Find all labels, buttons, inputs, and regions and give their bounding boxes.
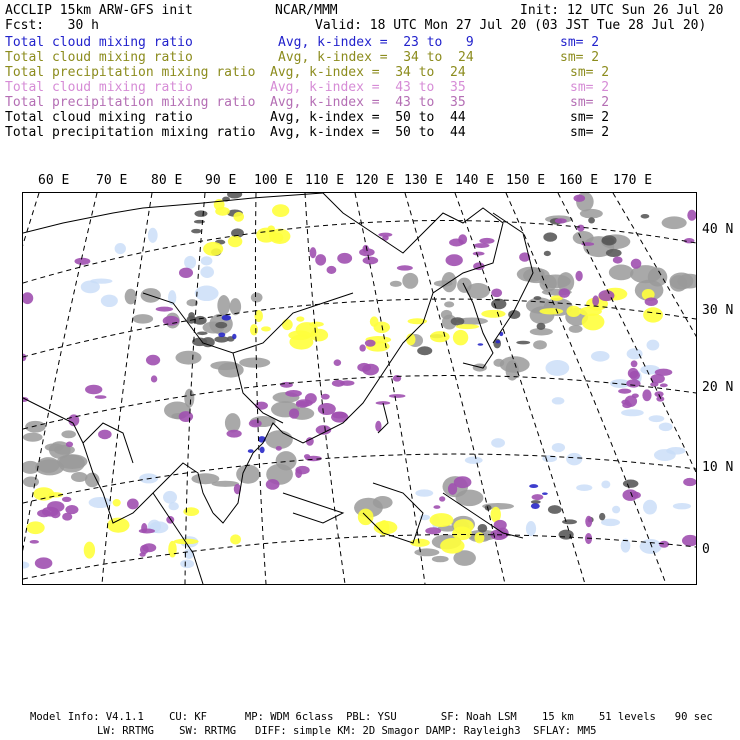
light-blue-cloud [621,409,644,416]
gray-cloud [230,298,241,315]
purple-cloud [321,394,330,400]
yellow-cloud [643,307,663,322]
legend-row [5,50,735,65]
gray-cloud [580,209,603,219]
yellow-cloud [272,204,289,217]
light-blue-cloud [576,484,592,491]
purple-cloud [332,411,347,418]
purple-cloud [85,385,102,395]
gray-cloud [23,476,39,487]
field-level-range: Avg, k-index = 50 to 44 [270,110,466,125]
gray-cloud [191,473,219,484]
light-blue-cloud [168,502,178,510]
gray-cloud [251,293,263,303]
light-blue-cloud [666,447,685,455]
dark-gray-cloud [451,317,465,325]
latitude-line [23,535,696,579]
yellow-cloud [84,542,95,559]
gray-cloud [85,473,100,488]
gray-cloud [569,325,583,333]
dark-gray-cloud [227,192,242,199]
purple-cloud [473,243,489,248]
yellow-cloud [566,306,580,317]
dark-gray-cloud [531,500,541,504]
dark-gray-cloud [194,210,207,217]
legend-row [5,110,735,125]
yellow-cloud [183,507,199,516]
coastline [83,423,133,463]
field-smoothing: sm= 2 [570,95,610,110]
light-blue-cloud [201,256,213,265]
blue-cloud [478,343,484,346]
purple-cloud [362,364,379,376]
blue-cloud [232,334,236,339]
purple-cloud [622,489,638,501]
purple-cloud [559,288,570,298]
field-level-range: Avg, k-index = 43 to 35 [270,80,466,95]
longitude-label: 80 E [151,173,183,188]
purple-cloud [532,494,544,500]
dark-gray-cloud [215,322,227,328]
purple-cloud [574,195,586,202]
yellow-cloud [452,527,472,541]
yellow-cloud [233,212,244,222]
gray-cloud [402,273,418,289]
purple-cloud [660,383,668,387]
yellow-cloud [26,521,44,534]
purple-cloud [363,257,379,265]
purple-cloud [156,307,173,312]
light-blue-cloud [552,397,565,404]
blue-cloud [529,484,538,488]
purple-cloud [30,540,39,544]
gray-cloud [23,433,43,442]
field-smoothing: sm= 2 [560,50,600,65]
gray-cloud [533,340,547,349]
purple-cloud [22,354,26,362]
purple-cloud [446,254,463,266]
field-name: Total cloud mixing ratio [5,80,193,95]
longitude-label: 60 E [38,173,70,188]
purple-cloud [266,479,280,490]
purple-cloud [310,247,317,258]
purple-cloud [304,454,310,459]
gray-cloud [22,461,40,474]
purple-cloud [285,390,302,397]
field-level-range: Avg, k-index = 23 to 9 [278,35,474,50]
light-blue-cloud [649,415,665,422]
light-blue-cloud [195,286,219,301]
purple-cloud [631,360,638,367]
purple-cloud [645,297,658,306]
yellow-cloud [282,319,293,330]
light-blue-cloud [89,497,112,508]
dark-gray-cloud [599,513,605,520]
purple-cloud [50,510,60,518]
init-time: Init: 12 UTC Sun 26 Jul 20 [520,3,724,18]
dark-gray-cloud [516,341,530,345]
purple-cloud [334,359,342,366]
yellow-cloud [474,532,484,543]
blue-cloud [248,449,254,453]
field-smoothing: sm= 2 [570,125,610,140]
purple-cloud [141,523,147,533]
legend-row [5,95,735,110]
dark-gray-cloud [602,238,609,244]
yellow-cloud [289,334,313,349]
gray-cloud [506,360,519,380]
purple-cloud [289,408,299,418]
purple-cloud [473,252,485,256]
yellow-cloud [453,330,468,345]
light-blue-cloud [148,228,158,243]
purple-cloud [687,210,696,221]
purple-cloud [146,355,160,366]
purple-cloud [22,292,33,304]
gray-cloud [493,359,504,367]
light-blue-cloud [545,360,569,376]
purple-cloud [249,420,262,428]
purple-cloud [585,516,592,527]
longitude-label: 150 E [506,173,546,188]
longitude-line [558,193,697,584]
longitude-label: 110 E [305,173,345,188]
purple-cloud [613,256,623,263]
blue-cloud [542,492,548,495]
light-blue-cloud [200,266,214,278]
purple-cloud [397,265,413,270]
purple-cloud [659,541,669,548]
latitude-line [23,454,696,503]
purple-cloud [622,402,632,408]
purple-cloud [682,535,697,546]
longitude-label: 90 E [205,173,237,188]
purple-cloud [491,289,502,298]
yellow-cloud [539,308,563,314]
longitude-label: 140 E [455,173,495,188]
purple-cloud [295,466,309,475]
dark-gray-cloud [543,232,557,241]
yellow-cloud [582,313,605,330]
dark-gray-cloud [623,480,639,488]
gray-cloud [236,465,260,484]
latitude-label: 30 N [702,303,734,318]
purple-cloud [458,234,467,244]
field-smoothing: sm= 2 [570,110,610,125]
purple-cloud [37,510,51,518]
light-blue-cloud [465,457,483,464]
model-info-line1: Model Info: V4.1.1 CU: KF MP: WDM 6class PBL: YSU SF: Noah LSM 15 km 51 levels 90 sec [30,711,713,723]
coastline [23,398,73,423]
field-level-range: Avg, k-index = 43 to 35 [270,95,466,110]
gray-cloud [662,216,687,229]
dark-gray-cloud [641,214,650,219]
light-blue-cloud [612,506,620,514]
latitude-label: 20 N [702,380,734,395]
light-blue-cloud [659,423,673,432]
yellow-cloud [440,538,464,554]
purple-cloud [479,238,494,244]
light-blue-cloud [673,503,691,509]
field-smoothing: sm= 2 [570,65,610,80]
dark-gray-cloud [544,251,551,256]
yellow-cloud [309,322,324,327]
yellow-cloud [456,324,479,329]
gray-cloud [609,265,634,281]
gray-cloud [541,275,571,289]
light-blue-cloud [552,443,565,452]
dark-gray-cloud [562,519,577,524]
gray-cloud [176,351,202,365]
yellow-cloud [261,326,271,331]
gray-cloud [432,556,449,562]
purple-cloud [66,442,73,448]
purple-cloud [439,496,445,501]
dark-gray-cloud [478,524,488,532]
legend-row [5,65,735,80]
longitude-line [613,193,697,584]
purple-cloud [575,271,582,281]
model-info-line2: LW: RRTMG SW: RRTMG DIFF: simple KM: 2D Smagor DAMP: Rayleigh3 SFLAY: MM5 [97,725,597,737]
purple-cloud [62,497,71,502]
purple-cloud [577,225,584,232]
purple-cloud [454,476,472,488]
purple-cloud [305,393,317,404]
field-level-range: Avg, k-index = 50 to 44 [270,125,466,140]
gray-cloud [444,301,454,307]
cloud-fields [22,192,697,569]
purple-cloud [127,499,139,510]
latitude-label: 0 [702,542,710,557]
yellow-cloud [310,329,328,342]
blue-cloud [218,332,225,337]
blue-cloud [531,503,540,509]
dark-gray-cloud [537,323,546,330]
purple-cloud [98,430,112,440]
purple-cloud [618,389,631,394]
field-smoothing: sm= 2 [560,35,600,50]
purple-cloud [425,527,441,534]
gray-cloud [133,314,154,323]
yellow-cloud [113,499,121,507]
field-smoothing: sm= 2 [570,80,610,95]
light-blue-cloud [491,438,505,448]
longitude-label: 70 E [96,173,128,188]
dark-gray-cloud [197,331,208,335]
longitude-label: 170 E [613,173,653,188]
gray-cloud [225,413,241,433]
purple-cloud [327,266,337,274]
purple-cloud [365,340,376,347]
gray-cloud [218,362,244,377]
longitude-label: 120 E [355,173,395,188]
light-blue-cloud [591,351,610,362]
light-blue-cloud [415,489,433,496]
light-blue-cloud [101,295,118,307]
yellow-cloud [250,324,258,335]
light-blue-cloud [643,500,657,515]
blue-cloud [496,340,501,343]
yellow-cloud [370,316,379,326]
dark-gray-cloud [191,229,201,234]
legend-row [5,35,735,50]
purple-cloud [592,295,599,306]
dark-gray-cloud [606,249,622,257]
field-name: Total precipitation mixing ratio [5,65,256,80]
light-blue-cloud [601,481,610,489]
light-blue-cloud [163,491,177,504]
purple-cloud [642,389,651,401]
coastline [283,493,343,523]
yellow-cloud [358,509,374,526]
purple-cloud [650,382,658,387]
purple-cloud [74,258,90,265]
purple-cloud [555,218,567,223]
gray-cloud [61,430,76,438]
gray-cloud [58,454,85,472]
forecast-map [22,192,697,585]
longitude-line [185,193,205,584]
purple-cloud [226,430,241,438]
purple-cloud [140,545,149,554]
gray-cloud [217,295,230,316]
gray-cloud [373,496,393,509]
dark-gray-cloud [417,346,432,355]
institution-label: NCAR/MMM [275,3,338,18]
legend-row [5,80,735,95]
gray-cloud [25,421,45,433]
yellow-cloud [430,513,454,527]
purple-cloud [276,446,282,451]
longitude-label: 100 E [254,173,294,188]
light-blue-cloud [22,561,29,568]
model-title: ACCLIP 15km ARW-GFS init [5,3,193,18]
longitude-label: 160 E [559,173,599,188]
field-level-range: Avg, k-index = 34 to 24 [278,50,474,65]
blue-cloud [222,315,231,321]
yellow-cloud [296,316,304,321]
yellow-cloud [230,534,241,544]
purple-cloud [179,411,193,422]
light-blue-cloud [90,279,112,284]
purple-cloud [359,344,365,351]
purple-cloud [179,268,193,278]
gray-cloud [45,443,64,451]
purple-cloud [683,478,696,486]
purple-cloud [62,513,72,521]
dark-gray-cloud [534,296,542,300]
purple-cloud [628,368,639,379]
gray-cloud [71,472,88,482]
purple-cloud [332,380,345,387]
yellow-cloud [228,236,242,248]
purple-cloud [631,259,642,269]
legend-row [5,125,735,140]
field-name: Total cloud mixing ratio [5,110,193,125]
field-name: Total precipitation mixing ratio [5,125,256,140]
field-level-range: Avg, k-index = 34 to 24 [270,65,466,80]
yellow-cloud [430,331,450,342]
field-name: Total cloud mixing ratio [5,35,193,50]
purple-cloud [389,394,406,398]
field-name: Total cloud mixing ratio [5,50,193,65]
dark-gray-cloud [588,217,595,223]
longitude-line [255,193,266,584]
purple-cloud [35,557,53,569]
purple-cloud [95,395,107,399]
latitude-label: 10 N [702,460,734,475]
longitude-label: 130 E [404,173,444,188]
purple-cloud [337,253,352,264]
yellow-cloud [203,242,223,256]
light-blue-cloud [627,348,643,359]
gray-cloud [390,281,402,287]
blue-cloud [260,447,265,453]
gray-cloud [414,548,439,556]
valid-time: Valid: 18 UTC Mon 27 Jul 20 (03 JST Tue 28 Jul 20) [315,18,707,33]
latitude-label: 40 N [702,222,734,237]
light-blue-cloud [115,243,126,254]
purple-cloud [626,379,640,387]
yellow-cloud [481,310,505,318]
forecast-hour: Fcst: 30 h [5,18,99,33]
light-blue-cloud [184,256,196,269]
purple-cloud [315,254,326,266]
field-name: Total precipitation mixing ratio [5,95,256,110]
light-blue-cloud [566,453,582,466]
purple-cloud [433,505,440,509]
gray-cloud [239,357,270,367]
dark-gray-cloud [194,220,205,224]
light-blue-cloud [647,340,660,351]
light-blue-cloud [640,539,662,554]
light-blue-cloud [526,521,536,536]
dark-gray-cloud [548,505,562,514]
light-blue-cloud [180,560,194,569]
purple-cloud [151,375,157,382]
yellow-cloud [168,541,177,558]
gray-cloud [670,275,687,292]
